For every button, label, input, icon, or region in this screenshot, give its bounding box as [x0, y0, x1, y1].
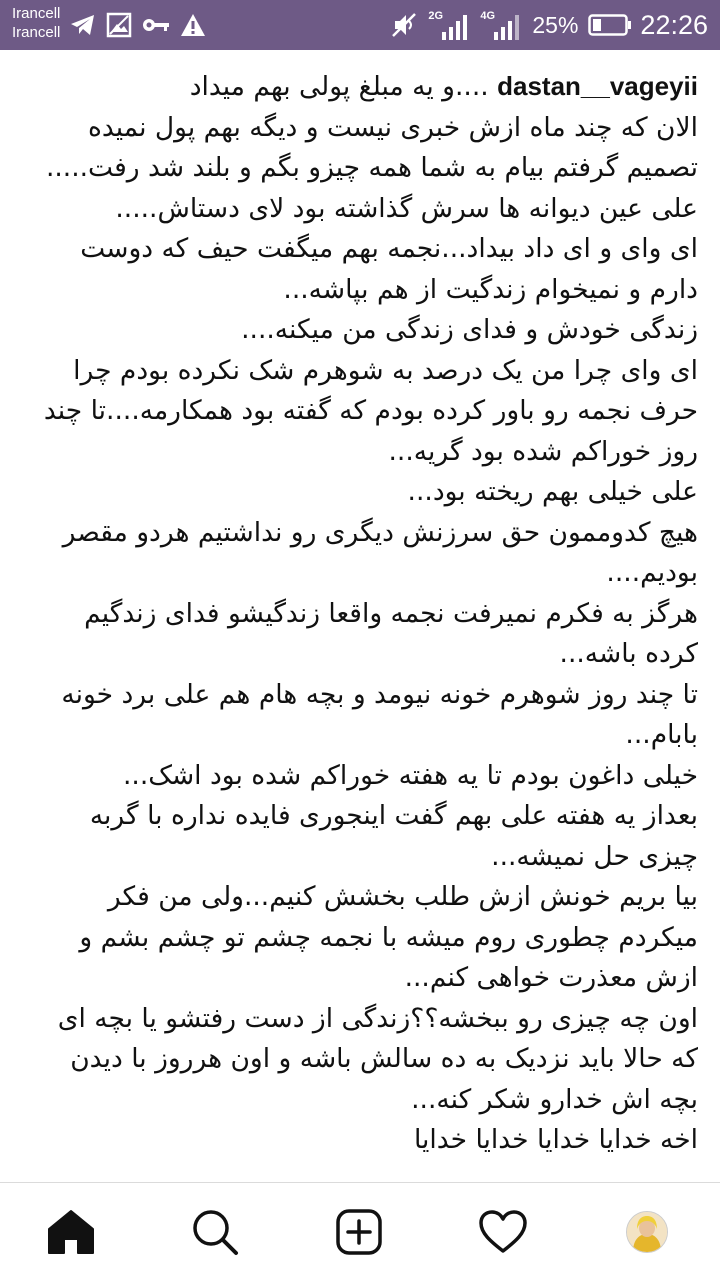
caption-paragraph: علی خیلی بهم ریخته بود...	[407, 476, 698, 507]
network-2g-label: 2G	[428, 10, 444, 22]
system-status	[380, 8, 708, 42]
caption-paragraph: الان که چند ماه ازش خبری نیست و دیگه بهم پول نمیده تصمیم گرفتم بیام به شما همه چیزو بگم و بلند شد رفت.....	[45, 111, 698, 183]
caption-paragraph: ای وای و ای داد بیداد...نجمه بهم میگفت حیف که دوست دارم و نمیخوام زندگیت از هم بپاشه...	[80, 233, 698, 305]
post-caption-area	[0, 52, 720, 1182]
profile-button[interactable]	[622, 1207, 672, 1257]
caption-paragraph: اون چه چیزی رو ببخشه؟؟زندگی از دست رفتشو یا بچه ای که حالا باید نزدیک به ده سالش باشه و اون هرروز با دیدن بچه اش خدارو شکر کنه...	[57, 1002, 698, 1115]
battery-icon	[588, 14, 632, 36]
activity-button[interactable]	[478, 1207, 528, 1257]
search-icon	[191, 1208, 239, 1256]
caption-paragraph: اخه خدایا خدایا خدایا خدایا	[413, 1124, 698, 1155]
caption-paragraph: هرگز به فکرم نمیرفت نجمه واقعا زندگیشو فدای زندگیم کرده باشه...	[84, 597, 698, 669]
activity-heart-icon	[478, 1209, 528, 1255]
search-button[interactable]	[190, 1207, 240, 1257]
carrier-names	[12, 4, 60, 42]
status-clock: 22:26	[640, 9, 708, 40]
carrier-2: Irancell	[12, 24, 61, 41]
caption-paragraph: هیچ کدوممون حق سرزنش دیگری رو نداشتیم هردو مقصر بودیم....	[62, 516, 698, 588]
carrier-1: Irancell	[12, 5, 61, 22]
new-post-button[interactable]	[334, 1207, 384, 1257]
caption-paragraph: علی عین دیوانه ها سرش گذاشته بود لای دستاش.....	[115, 192, 698, 224]
signal-icon	[440, 14, 470, 40]
caption-paragraph: زندگی خودش و فدای زندگی من میکنه....	[241, 314, 698, 345]
home-icon	[47, 1209, 95, 1255]
image-icon	[106, 12, 132, 38]
caption-first-text: ....و یه مبلغ پولی بهم میداد	[189, 71, 489, 102]
profile-avatar	[626, 1211, 668, 1253]
new-post-icon	[335, 1208, 383, 1256]
post-username[interactable]: dastan__vageyii	[497, 71, 698, 101]
warning-icon	[180, 13, 206, 37]
mute-icon	[390, 11, 418, 39]
battery-percent: 25%	[532, 11, 579, 38]
key-icon	[142, 15, 170, 35]
network-4g-label: 4G	[480, 10, 496, 22]
caption-first-line	[28, 66, 698, 108]
status-bar	[0, 0, 720, 50]
home-button[interactable]	[46, 1207, 96, 1257]
signal-icon	[492, 14, 522, 40]
caption-paragraph: بعداز یه هفته علی بهم گفت اینجوری فایده نداره با گربه چیزی حل نمیشه...	[89, 800, 698, 872]
network-4g	[480, 10, 522, 40]
post-caption	[0, 52, 720, 1161]
bottom-navigation	[0, 1182, 720, 1281]
avatar-image	[627, 1212, 667, 1252]
caption-paragraph: ای وای چرا من یک درصد به شوهرم شک نکرده بودم چرا حرف نجمه رو باور کرده بودم که گفته بود همکارمه....تا چند روز خوراکم شده بود گریه...	[43, 354, 698, 467]
caption-paragraph: بیا بریم خونش ازش طلب بخشش کنیم...ولی من فکر میکردم چطوری روم میشه با نجمه چشم تو چشم بشم و ازش معذرت خواهی کنم...	[79, 881, 698, 993]
notification-icons	[70, 12, 216, 38]
caption-paragraph: تا چند روز شوهرم خونه نیومد و بچه هام هم علی برد خونه بابام...	[61, 678, 698, 750]
network-2g	[428, 10, 470, 40]
telegram-icon	[70, 13, 96, 37]
caption-paragraph: خیلی داغون بودم تا یه هفته خوراکم شده بود اشک...	[122, 759, 698, 791]
